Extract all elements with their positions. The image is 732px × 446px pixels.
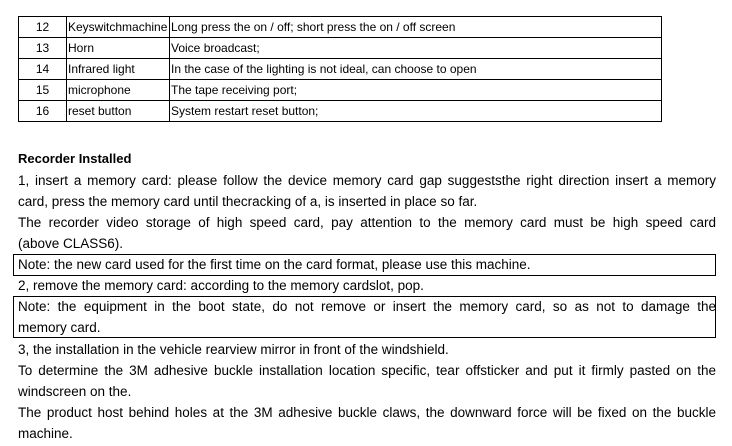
part-description: Voice broadcast; xyxy=(170,38,662,59)
row-number: 13 xyxy=(19,38,67,59)
table-row xyxy=(19,101,662,122)
part-description: The tape receiving port; xyxy=(170,80,662,101)
paragraph-line: 3, the installation in the vehicle rearview mirror in front of the windshield. xyxy=(18,342,449,357)
part-name: Horn xyxy=(67,38,170,59)
paragraph-line: card, press the memory card until thecracking of a, is inserted in place so far. xyxy=(18,194,478,209)
note-line: Note: the equipment in the boot state, do not remove or insert the memory card, so as not to damage the xyxy=(18,299,716,314)
part-name: microphone xyxy=(67,80,170,101)
row-number: 15 xyxy=(19,80,67,101)
section-heading: Recorder Installed xyxy=(18,151,132,166)
table-row xyxy=(19,80,662,101)
paragraph-line: windscreen on the. xyxy=(18,384,132,399)
part-description: In the case of the lighting is not ideal, can choose to open xyxy=(170,59,662,80)
paragraph-line: machine. xyxy=(18,426,73,441)
row-number: 14 xyxy=(19,59,67,80)
note-line: Note: the new card used for the first time on the card format, please use this machine. xyxy=(18,257,531,272)
parts-table xyxy=(18,16,662,122)
paragraph-line: The recorder video storage of high speed card, pay attention to the memory card must be high speed card xyxy=(18,215,716,230)
row-number: 16 xyxy=(19,101,67,122)
part-name: reset button xyxy=(67,101,170,122)
row-number: 12 xyxy=(19,17,67,38)
part-name: Keyswitchmachine xyxy=(67,17,170,38)
table-row xyxy=(19,38,662,59)
part-description: System restart reset button; xyxy=(170,101,662,122)
paragraph-line: 1, insert a memory card: please follow the device memory card gap suggeststhe right direction insert a memory xyxy=(18,173,716,188)
part-name: Infrared light xyxy=(67,59,170,80)
paragraph-line: (above CLASS6). xyxy=(18,236,124,251)
note-line: memory card. xyxy=(18,320,101,335)
table-row xyxy=(19,17,662,38)
part-description: Long press the on / off; short press the on / off screen xyxy=(170,17,662,38)
table-row xyxy=(19,59,662,80)
paragraph-line: The product host behind holes at the 3M adhesive buckle claws, the downward force will be fixed on the buckle xyxy=(18,405,716,420)
paragraph-line: To determine the 3M adhesive buckle installation location specific, tear offsticker and put it firmly pasted on the xyxy=(18,363,716,378)
paragraph-line: 2, remove the memory card: according to the memory cardslot, pop. xyxy=(18,278,424,293)
